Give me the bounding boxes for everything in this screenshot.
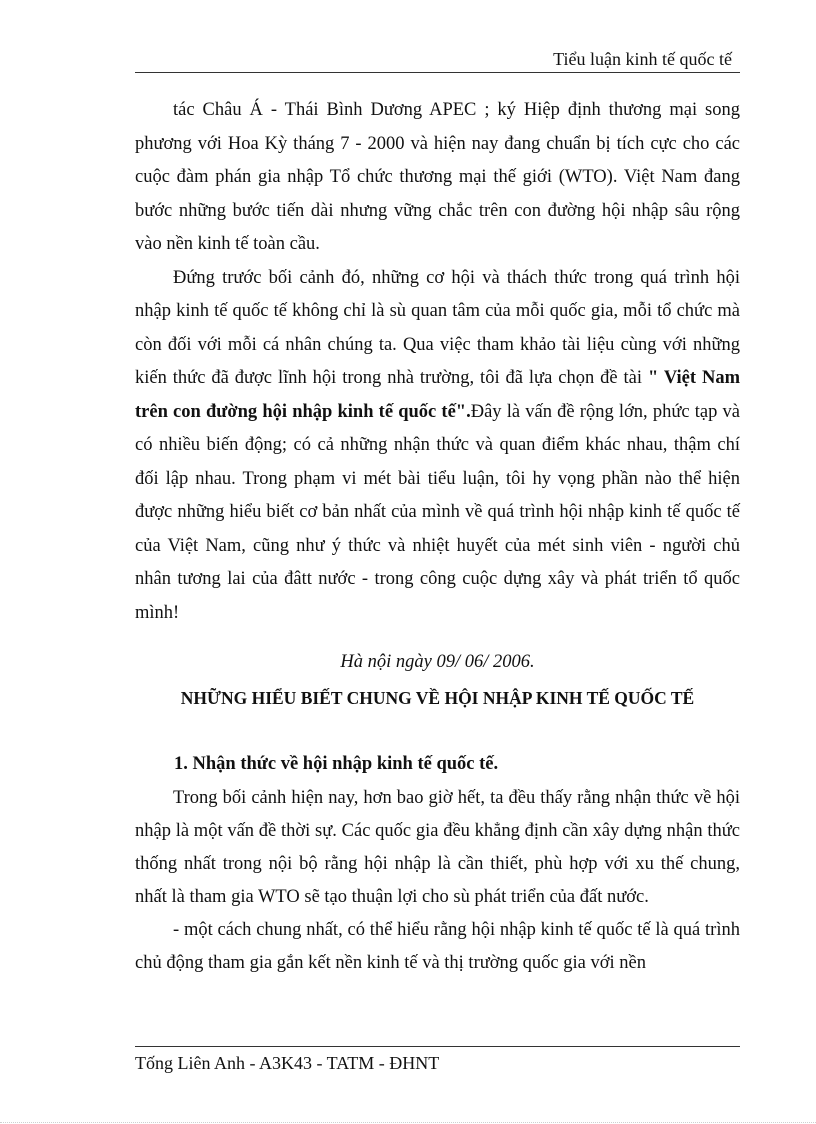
- paragraph-1: tác Châu Á - Thái Bình Dương APEC ; ký Hiệp định thương mại song phương với Hoa Kỳ tháng 7 - 2000 và hiện nay đang chuẩn bị tích cực cho các cuộc đàm phán gia nhập Tổ chức thương mại thế giới (WTO). Việt Nam đang bước những bước tiến dài nhưng vững chắc trên con đường hội nhập sâu rộng vào nền kinh tế toàn cầu.: [135, 100, 740, 254]
- page-header: [135, 48, 740, 73]
- footer-text: Tống Liên Anh - A3K43 - TATM - ĐHNT: [135, 1053, 440, 1073]
- section-heading: NHỮNG HIỂU BIẾT CHUNG VỀ HỘI NHẬP KINH TẾ QUỐC TẾ: [180, 688, 695, 708]
- section-text: [135, 782, 740, 980]
- topic-title: " Việt Nam trên con đường hội nhập kinh tế quốc tế".: [135, 368, 740, 422]
- header-title: Tiểu luận kinh tế quốc tế: [553, 49, 732, 69]
- date-line: Hà nội ngày 09/ 06/ 2006.: [340, 652, 535, 672]
- paragraph-2-end: Đây là vấn đề rộng lớn, phức tạp và có nhiều biến động; có cả những nhận thức và quan điểm khác nhau, thậm chí đối lập nhau. Trong phạm vi mét bài tiểu luận, tôi hy vọng phần nào thể hiện được những hiểu biết cơ bản nhất của mình về quá trình hội nhập kinh tế quốc tế của Việt Nam, cũng như ý thức và nhiệt huyết của mét sinh viên - người chủ nhân tương lai của đâtt nước - trong công cuộc dựng xây và phát triển tổ quốc mình!: [135, 401, 741, 623]
- paragraph-4: - một cách chung nhất, có thể hiểu rằng hội nhập kinh tế quốc tế là quá trình chủ động tham gia gắn kết nền kinh tế và thị trường quốc gia với nền: [135, 920, 740, 973]
- paragraph-3: Trong bối cảnh hiện nay, hơn bao giờ hết, ta đều thấy rằng nhận thức về hội nhập là một vấn đề thời sự. Các quốc gia đều khẳng định cần xây dựng nhận thức thống nhất trong nội bộ rằng hội nhập là cần thiết, phù hợp với xu thế chung, nhất là tham gia WTO sẽ tạo thuận lợi cho sù phát triển của đất nước.: [135, 788, 740, 907]
- paragraph-2: [135, 262, 740, 631]
- page-footer: [135, 1046, 740, 1076]
- paragraph-2-start: Đứng trước bối cảnh đó, những cơ hội và thách thức trong quá trình hội nhập kinh tế quốc tế không chỉ là sù quan tâm của mỗi quốc gia, mỗi tổ chức mà còn đối với mỗi cá nhân chúng ta. Qua việc tham khảo tài liệu cùng với những kiến thức đã được lĩnh hội trong nhà trường, tôi đã lựa chọn đề tài: [135, 267, 740, 388]
- intro-text: [135, 94, 740, 630]
- subsection-heading: 1. Nhận thức về hội nhập kinh tế quốc tế.: [174, 754, 499, 774]
